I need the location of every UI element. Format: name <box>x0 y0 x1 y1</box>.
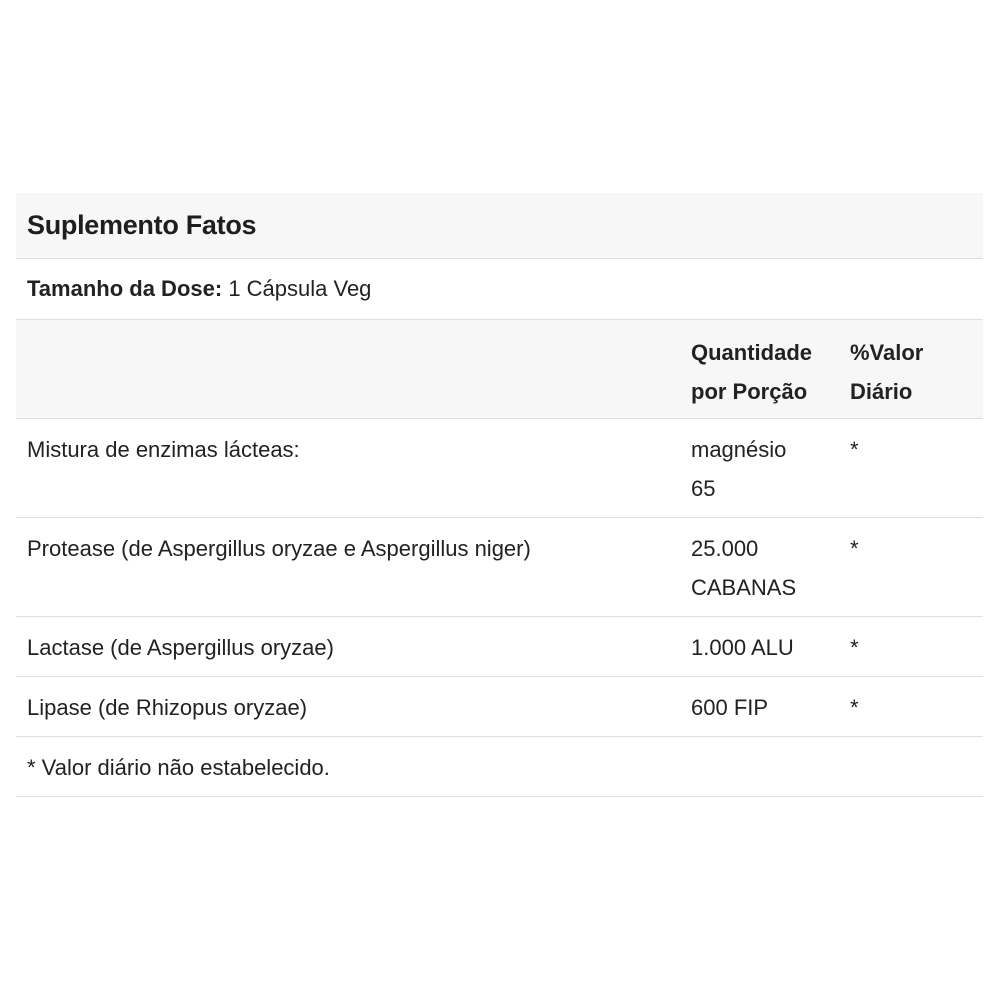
ingredient-amount: 600 FIP <box>691 695 769 720</box>
ingredient-daily-value: * <box>850 536 859 561</box>
column-header-amount <box>680 333 839 418</box>
ingredient-amount-line1: magnésio <box>691 437 787 462</box>
ingredient-amount: 1.000 ALU <box>691 635 794 660</box>
ingredient-amount <box>680 529 839 616</box>
supplement-facts-panel <box>16 193 983 797</box>
footnote-row <box>16 737 983 797</box>
column-header-dv-line2: Diário <box>850 379 913 404</box>
panel-header <box>16 193 983 259</box>
table-row <box>16 677 983 737</box>
ingredient-amount-line1: 25.000 <box>691 536 759 561</box>
table-row <box>16 419 983 518</box>
serving-size-row <box>16 259 983 320</box>
table-row <box>16 518 983 617</box>
ingredient-amount-line2: CABANAS <box>691 575 797 600</box>
ingredient-daily-value: * <box>850 695 859 720</box>
ingredient-name: Protease (de Aspergillus oryzae e Aspergillus niger) <box>27 536 531 561</box>
column-header-amount-line1: Quantidade <box>691 340 813 365</box>
panel-title: Suplemento Fatos <box>27 210 257 240</box>
footnote-text: * Valor diário não estabelecido. <box>27 755 330 780</box>
ingredient-name: Lactase (de Aspergillus oryzae) <box>27 635 334 660</box>
serving-size-label: Tamanho da Dose: <box>27 276 223 301</box>
table-row <box>16 617 983 677</box>
ingredient-daily-value: * <box>850 437 859 462</box>
column-header-dv-line1: %Valor <box>850 340 924 365</box>
ingredient-amount <box>680 430 839 517</box>
column-header-row <box>16 320 983 419</box>
column-header-daily-value <box>839 333 983 418</box>
serving-size-value: 1 Cápsula Veg <box>228 276 372 301</box>
ingredient-amount-line2: 65 <box>691 476 716 501</box>
column-header-amount-line2: por Porção <box>691 379 808 404</box>
ingredient-name: Lipase (de Rhizopus oryzae) <box>27 695 308 720</box>
ingredient-name: Mistura de enzimas lácteas: <box>27 437 300 462</box>
ingredient-daily-value: * <box>850 635 859 660</box>
column-header-name <box>16 333 680 418</box>
